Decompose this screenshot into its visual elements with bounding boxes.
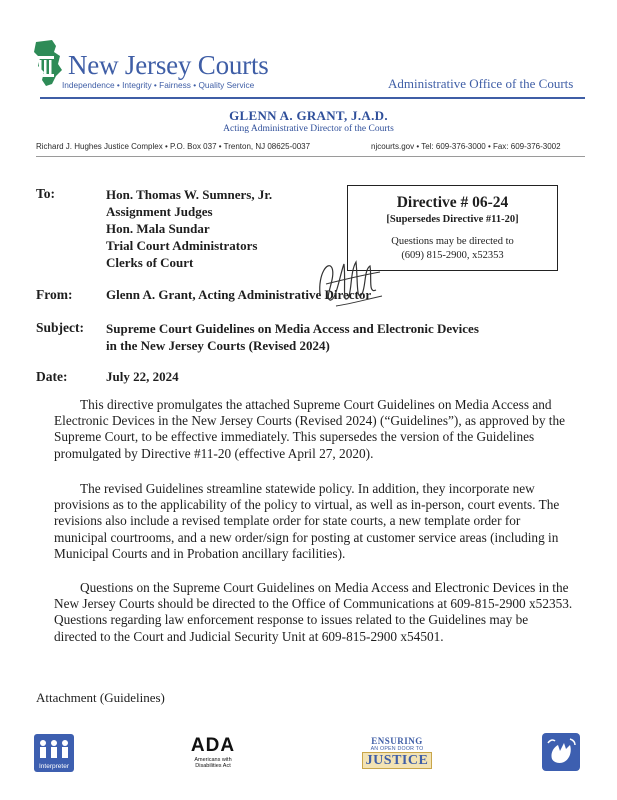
director-title: Acting Administrative Director of the Courts (223, 124, 394, 134)
recipient-list (106, 186, 272, 271)
directive-questions-line: Questions may be directed to (391, 236, 514, 247)
subject-text (106, 320, 546, 354)
body-paragraph (54, 481, 574, 562)
body-paragraph-text: The revised Guidelines streamline statewide policy. In addition, they incorporate new provisions as to the applicability of the policy to virtual, as well as in-person, court events. The revisions also include a revised template order for state courts, a new template order for municipal courtrooms, and a new order/sign for posting at customer service areas (including in Municipal Courts and in Probation ancillary facilities). (54, 481, 560, 561)
directive-supersedes: [Supersedes Directive #11-20] (386, 214, 519, 225)
justice-mid-text: AN OPEN DOOR TO (370, 746, 424, 752)
nj-courts-logo-icon (26, 38, 66, 88)
directive-questions-line: (609) 815-2900, x52353 (401, 250, 504, 261)
signature-icon (306, 254, 396, 314)
interpreter-logo (34, 734, 74, 772)
date-text: July 22, 2024 (106, 369, 179, 384)
from-text: Glenn A. Grant, Acting Administrative Director (106, 287, 372, 302)
date-label: Date: (36, 369, 68, 384)
director-name: GLENN A. GRANT, J.A.D. (229, 108, 388, 123)
subject-line: Supreme Court Guidelines on Media Access and Electronic Devices (106, 321, 479, 336)
ada-letters: ADA (190, 735, 236, 756)
directive-number: Directive # 06-24 (396, 194, 509, 211)
address-line: Richard J. Hughes Justice Complex • P.O. Box 037 • Trenton, NJ 08625-0037 (36, 142, 311, 151)
sign-language-logo (542, 733, 580, 771)
interpreter-label: Interpreter (39, 763, 69, 770)
contact-line: njcourts.gov • Tel: 609-376-3000 • Fax: 609-376-3002 (371, 142, 561, 151)
justice-bottom-text: JUSTICE (362, 752, 432, 769)
org-name: New Jersey Courts (68, 50, 269, 80)
office-name: Administrative Office of the Courts (388, 76, 574, 91)
attachment-note: Attachment (Guidelines) (36, 690, 165, 705)
recipient-item: Clerks of Court (106, 255, 194, 270)
subject-line: in the New Jersey Courts (Revised 2024) (106, 338, 330, 353)
interpreter-people-icon (34, 736, 74, 764)
org-tagline: Independence • Integrity • Fairness • Quality Service (62, 80, 255, 90)
body-paragraph-text: This directive promulgates the attached Supreme Court Guidelines on Media Access and Electronic Devices in the New Jersey Courts (Revised 2024) (“Guidelines”), as approved by the Supreme Court, to be effective immediately. This supersedes the version of the Guidelines promulgated by Directive #11-20 (effective April 27, 2020). (54, 397, 566, 461)
ada-caption: Americans with (194, 757, 232, 763)
ada-caption: Disabilities Act (195, 763, 231, 769)
justice-logo (362, 736, 432, 769)
body-paragraph (54, 397, 574, 462)
address-divider (36, 156, 585, 157)
ada-logo (183, 735, 243, 769)
recipient-item: Hon. Thomas W. Sumners, Jr. (106, 187, 273, 202)
recipient-item: Hon. Mala Sundar (106, 221, 210, 236)
subject-label: Subject: (36, 320, 84, 335)
sign-language-hands-icon (542, 733, 580, 771)
header-divider (40, 97, 585, 99)
body-paragraph-text: Questions on the Supreme Court Guidelines on Media Access and Electronic Devices in the New Jersey Courts should be directed to the Office of Communications at 609-815-2900 x52353. Questions regarding law enforcement response to issues related to the Guidelines may be directed to the Court and Judicial Security Unit at 609-815-2900 x54501. (54, 580, 573, 644)
justice-top-text: ENSURING (371, 736, 423, 746)
recipient-item: Trial Court Administrators (106, 238, 258, 253)
recipient-item: Assignment Judges (106, 204, 213, 219)
body-paragraph (54, 580, 574, 645)
from-label: From: (36, 287, 73, 302)
to-label: To: (36, 186, 56, 201)
